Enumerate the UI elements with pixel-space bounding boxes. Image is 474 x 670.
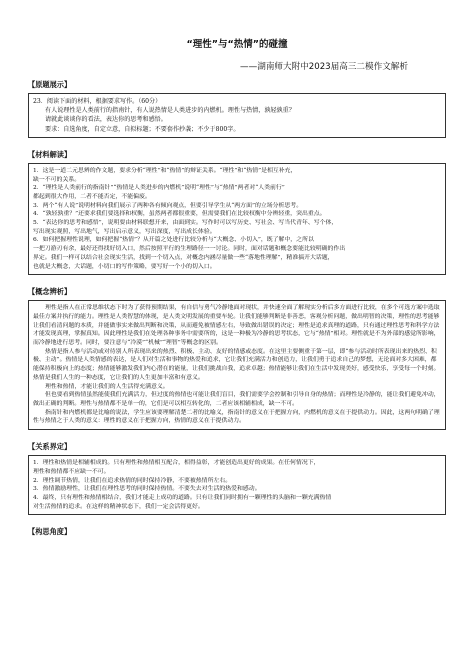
- analysis-paragraph: 但也要看到热情虽然能使我们充满活力，但过度的热情也可能让我们盲目，我们需要学会控制和引导自身的热情；而理性是冷静的，能让我们避免冲动，做出正确的判断。理性与热情都不是单一的，它们是可以相互转化的，二者应该相辅相成，缺一不可。: [33, 392, 440, 407]
- section-head-analysis: 【概念辨析】: [28, 287, 72, 297]
- section-head-angle: 【构思角度】: [28, 527, 72, 537]
- relation-line: 3．热情激励理性，让我们在理性思考的同时保持热情。不要失去对生活的热爱和感动。: [33, 486, 261, 493]
- prompt-line: 请就此谈谈你的看法，表达你的思考和感悟。: [45, 116, 167, 124]
- analysis-paragraph: 指南针和内燃机都是比喻的说法，学生应该要理解清楚二者的比喻义，指南针的意义在于把握方向，内燃机的意义在于提供动力。因此，这两句明确了理性与热情之于人类的意义：理性的意义在于把握方向，热情的意义在于提供动力。: [33, 409, 440, 425]
- reading-box: [28, 163, 446, 275]
- prompt-line: 有人说理性是人类前行的指南针，有人说热情是人类进步的内燃机。理性与热情，孰轻孰重？: [45, 107, 295, 115]
- reading-line: 1．这是一道二元思辨的作文题，要求分析“理性”和“热情”的辩证关系。“理性”和“热情”是相互补充，: [33, 167, 297, 174]
- analysis-paragraph: 理性是指人在正常思维状态下时为了获得预期结果，有自信与勇气冷静地面对现状，并快速全面了解现实分析后多方面进行比较，在多个可选方案中选取最佳方案并执行的能力。理性是人类智慧的体现，是人类文明发展的重要车轮。让我们能够判断是非善恶，客观分析问题，做出明智的决策，理性的思考能够让我们看清问题的本质，并能做事实来做出判断和决策，从而避免被情感左右，导致做出错误的决定；理性是追求真理的道路，只有通过理性思考和科学方法才能发现真理，掌握真知。因此理性是我们在处理各种事务中需要所的，这是一种极为冷静的思考状态，它与“热情”相对。理性就是不为外部的感觉所影响，而冷静地进行思考。同时，要注意与“冷漠”“机械”“理智”等概念的区别。: [33, 305, 440, 347]
- section-head-reading: 【材料解读】: [28, 149, 72, 159]
- reading-line: 4．“孰轻孰重？”还要求我们要选择和权衡，虽然两者都很重要，但需要我们在比较权衡中分辨轻重，突出重点。: [33, 211, 326, 218]
- analysis-paragraph: 热情是指人参与活动或对待别人所表现出来的热烈、积极、主动、友好的情感或态度。在这里主要侧重于第一层，即“参与活动时所表现出来的热烈、积极、主动”。热情是人类情感的表达，是人们对生活和事物的热爱和追求，它让我们充满活力和创造力，让我们勇于追求自己的梦想，无论面对多大困难，都能保持积极向上的态度；热情能够激发我们内心潜在的能量，让我们挑战自我，追求卓越；热情能够让我们在生活中发现美好，感受快乐，享受每一个时刻。热情是我们人生的一种态度，它让我们的人生更加丰富和有意义。: [33, 348, 440, 381]
- reading-line: 5．“表达你的思考和感悟”，说明要由材料联想开来，由面到实。写作时可以写历史、写社会、写当代青年、写个体，: [33, 220, 338, 227]
- analysis-box: [28, 300, 446, 430]
- reading-line: 界定。我们一样可以结合社会现实生活，找到一个切入点，对概念内涵尽量做一些“落地性理解”，精准搞开大话题，: [33, 254, 334, 261]
- reading-line: 2．“理性是人类前行的指南针”“热情是人类进步的内燃机”说明“理性”与“热情”两者对“人类前行”: [33, 185, 285, 192]
- relation-line: 对生活热情的追求。在这样的精神状态下，我们一定会活得更好。: [33, 503, 204, 510]
- reading-line: 6．如何把握理性说理，如何把握“热情”？从开篇之处进行比较分析与“大概念、小切入”，既了解中，之所以: [33, 237, 314, 244]
- relation-line: 1．理性和热情是相辅相成的。只有理性和热情相互配合，相得益彰，才能创造出更好的成果。在任何情况下，: [33, 460, 320, 467]
- relation-line: 4．最终，只有理性和热情相结合，我们才能走上成功的道路。只有让我们同时拥有一颗理性的头脑和一颗充满热情: [33, 494, 332, 501]
- prompt-box: [28, 93, 446, 138]
- prompt-line: 要求：自选角度，自定立意，自拟标题；不要套作抄袭；不少于800字。: [45, 125, 240, 133]
- doc-subtitle: ——湖南师大附中2023届高三二模作文解析: [240, 62, 408, 72]
- section-head-relation: 【关系界定】: [28, 442, 72, 452]
- reading-line: 一把刀游刃有余，最好还得找好切入口，然后按照平行的生理路径一一讨论。同时，面对话题和概念要能比较明确的作出: [33, 246, 346, 253]
- relation-line: 2．理性调节热情，让我们在追求热情的同时保持冷静，不要被热情所左右。: [33, 477, 232, 484]
- relation-box: [28, 455, 446, 515]
- reading-line: 都起到很大作用，二者不能否定，不能偏废。: [33, 193, 151, 200]
- reading-line: 3．两个“有人说”说明材料向我们展示了两种各有倾向观点，但要引导学生从“两方面”的立场分析思考。: [33, 202, 303, 209]
- analysis-paragraph: 理性和热情，才能让我们的人生活得充满意义。: [45, 383, 169, 390]
- reading-line: 也就是大概念，大话题，小切口的写作策略，要写好一个小的切入口。: [33, 263, 216, 270]
- reading-line: 写出现实观照，写出地气，写出启示意义，写出深度，写出成长体验。: [33, 228, 216, 235]
- reading-line: 缺一不可的关系。: [33, 176, 81, 183]
- relation-line: 理性和热情都不应缺一不可。: [33, 468, 110, 475]
- section-head-prompt: 【原题展示】: [28, 80, 72, 89]
- doc-title: “理性”与“热情”的碰撞: [186, 39, 288, 50]
- prompt-line: 23．阅读下面的材料，根据要求写作。（60分）: [33, 98, 162, 105]
